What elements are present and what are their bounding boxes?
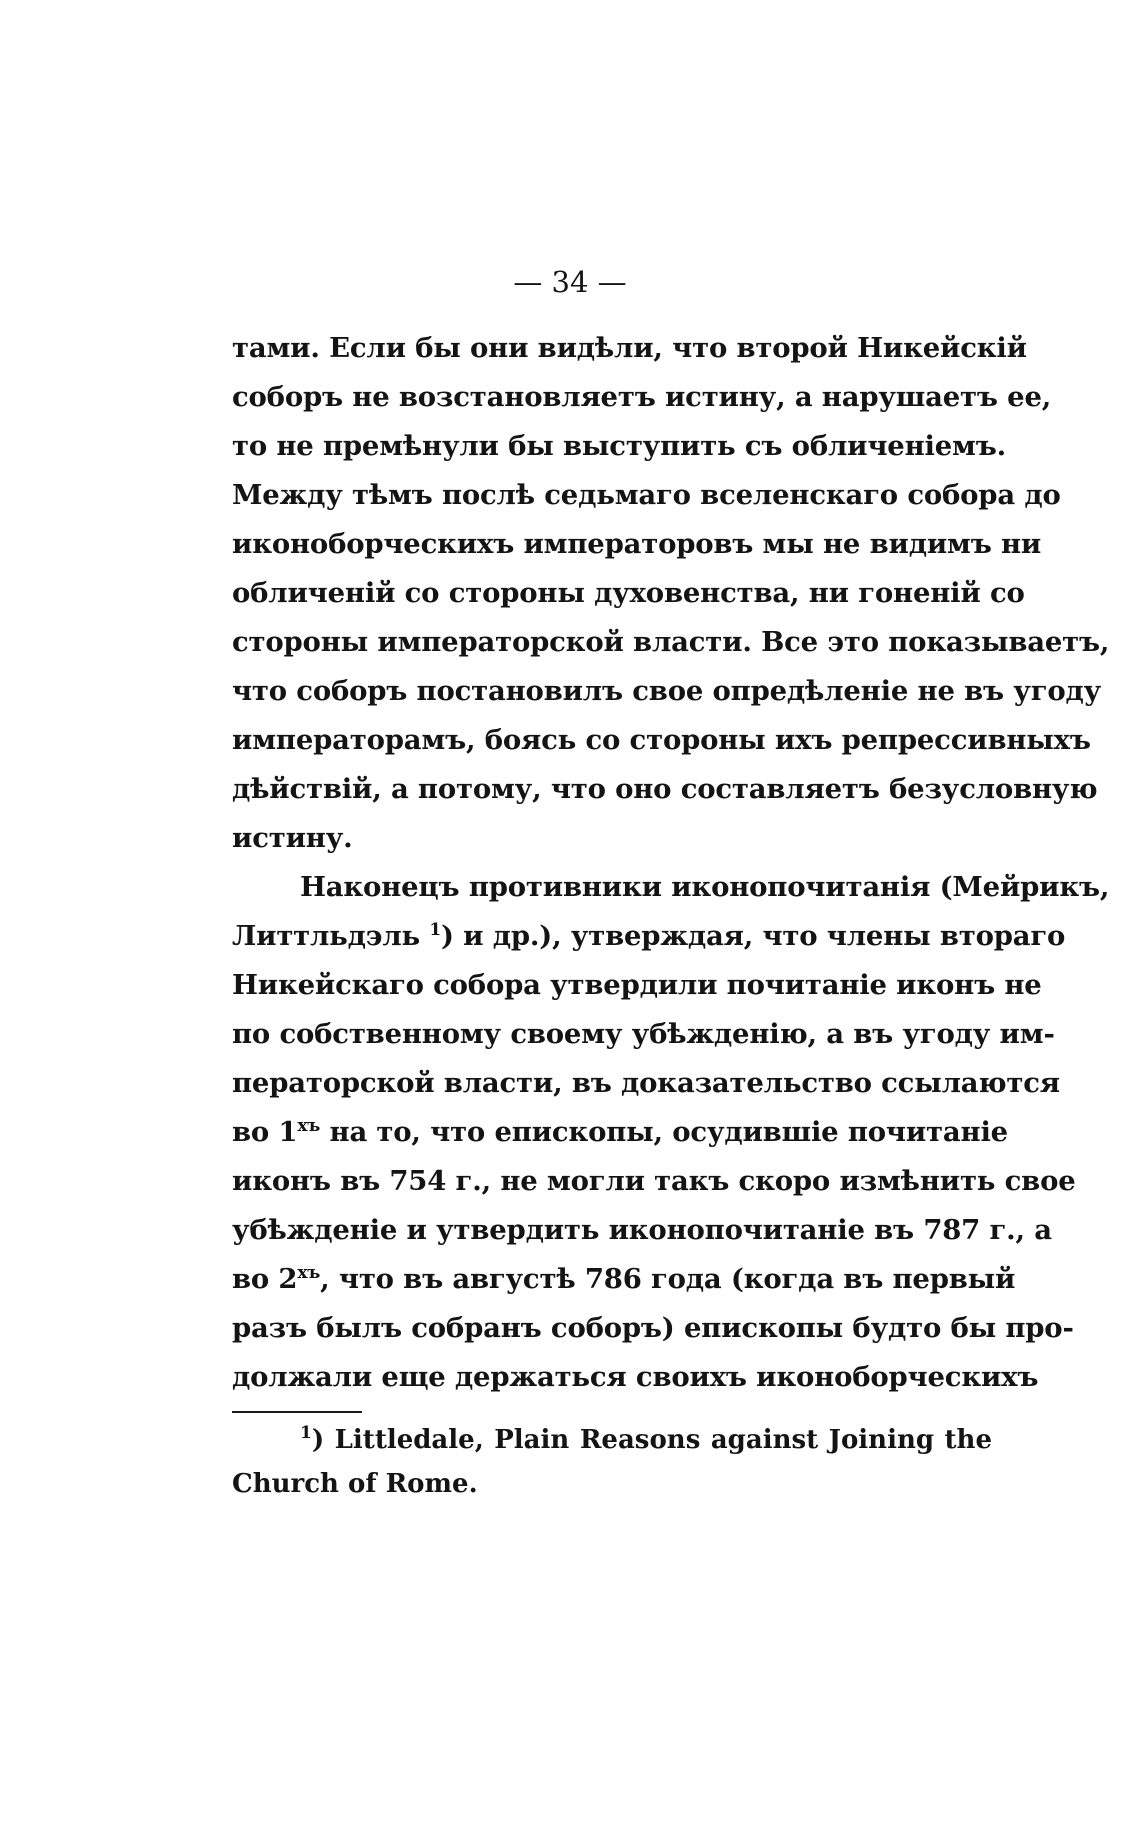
text-line: тами. Если бы они видѣли, что второй Никейскій [232,332,1027,364]
text-line: убѣжденіе и утвердить иконопочитаніе въ 787 г., а [232,1214,1052,1246]
ordinal-suffix: хъ [297,1116,321,1136]
footnote-line: Church of Rome. [232,1469,478,1499]
text-line: ператорской власти, въ доказательство ссылаются [232,1067,1060,1099]
footnote-reference: 1 [429,920,441,940]
text-line [232,1108,1008,1157]
text-line: то не премѣнули бы выступить съ обличеніемъ. [232,430,1007,462]
text-fragment: ) и др.), утверждая, что члены втораго [441,920,1066,952]
text-line: обличеній со стороны духовенства, ни гоненій со [232,577,1025,609]
text-line: императорамъ, боясь со стороны ихъ репрессивныхъ [232,724,1091,756]
text-fragment: во 2 [232,1263,298,1295]
footnote-divider [232,1411,362,1413]
page-number: — 34 — [513,265,627,299]
text-line: должали еще держаться своихъ иконоборческихъ [232,1361,1039,1393]
text-line: что соборъ постановилъ свое опредѣленіе не въ угоду [232,675,1102,707]
text-line: иконоборческихъ императоровъ мы не видимъ ни [232,528,1042,560]
text-line: дѣйствій, а потому, что оно составляетъ безусловную [232,773,1098,805]
text-fragment: во 1 [232,1116,298,1148]
text-line: соборъ не возстановляетъ истину, а нарушаетъ ее, [232,381,1052,413]
text-fragment: на то, что епископы, осудившіе почитаніе [320,1116,1008,1148]
text-line: иконъ въ 754 г., не могли такъ скоро измѣнить свое [232,1165,1076,1197]
paragraph-2 [232,863,1110,1402]
text-line: истину. [232,822,353,854]
text-line: по собственному своему убѣжденію, а въ угоду им- [232,1018,1055,1050]
text-line: Между тѣмъ послѣ седьмаго вселенскаго собора до [232,479,1061,511]
paragraph-1 [232,324,1110,863]
text-line [232,1255,1016,1304]
footnote [232,1418,992,1506]
footnote-line [232,1418,992,1462]
text-line: Никейскаго собора утвердили почитаніе иконъ не [232,969,1042,1001]
text-line-with-footnote-ref [232,912,1066,961]
text-fragment: , что въ августѣ 786 года (когда въ первый [320,1263,1016,1295]
text-line: Наконецъ противники иконопочитанія (Мейрикъ, [300,871,1110,903]
text-line: стороны императорской власти. Все это показываетъ, [232,626,1110,658]
text-line: разъ былъ собранъ соборъ) епископы будто бы про- [232,1312,1074,1344]
ordinal-suffix: хъ [297,1263,321,1283]
text-fragment: Литтльдэль [232,920,420,952]
footnote-marker: 1 [300,1423,312,1443]
footnote-text: ) Littledale, Plain Reasons against Joining the [311,1425,992,1455]
